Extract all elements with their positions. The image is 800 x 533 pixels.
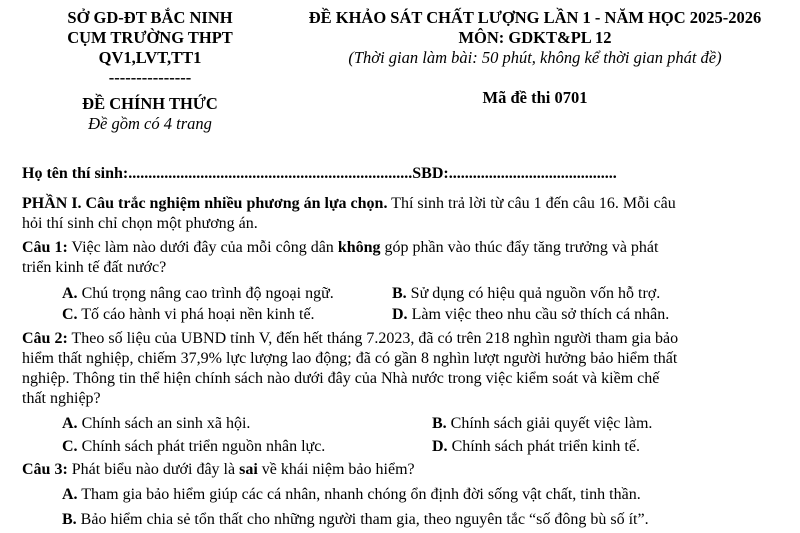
q1-option-b[interactable] [392,284,660,304]
q2-stem-line3: nghiệp. Thông tin thể hiện chính sách nào dưới đây của Nhà nước trong việc kiểm soát và kiềm chế [22,370,660,387]
q3-option-a-key: A. [62,486,78,503]
q2-option-c-text: Chính sách phát triển nguồn nhân lực. [77,438,326,455]
q3-stem [22,460,782,480]
q2-stem-line4: thất nghiệp? [22,390,101,407]
q3-option-b-key: B. [62,511,77,528]
student-sbd-field: SBD:.......................................... [412,165,617,182]
q1-label: Câu 1: [22,239,68,256]
q1-stem-line2: triển kinh tế đất nước? [22,259,167,276]
q1-option-a-key: A. [62,285,78,302]
header-left [40,8,260,134]
header-right [280,8,790,108]
q2-option-b-text: Chính sách giải quyết việc làm. [446,415,653,432]
q2-option-d-key: D. [432,438,448,455]
exam-code: Mã đề thi 0701 [482,88,588,107]
q1-text-end: góp phần vào thúc đẩy tăng trưởng và phát [380,239,659,256]
duration-note: (Thời gian làm bài: 50 phút, không kể thời gian phát đề) [348,48,722,67]
header-divider: --------------- [108,68,192,87]
q1-stem [22,238,782,258]
q3-option-b-text: Bảo hiểm chia sẻ tổn thất cho những người tham gia, theo nguyên tắc “số đông bù số ít”. [76,511,649,528]
q3-option-a[interactable] [62,485,641,505]
part1-title: PHẦN I. Câu trắc nghiệm nhiều phương án lựa chọn. [22,195,388,212]
official-label: ĐỀ CHÍNH THỨC [82,94,218,113]
exam-title: ĐỀ KHẢO SÁT CHẤT LƯỢNG LẦN 1 - NĂM HỌC 2025-2026 [308,8,762,27]
q1-option-a[interactable] [62,284,334,304]
q2-option-c-key: C. [62,438,78,455]
department-name: SỞ GD-ĐT BẮC NINH [67,8,233,27]
q2-option-c[interactable] [62,437,325,457]
q2-option-b[interactable] [432,414,652,434]
student-name-field: Họ tên thí sinh:....................................................................... [22,165,413,182]
q1-option-a-text: Chú trọng nâng cao trình độ ngoại ngữ. [77,285,334,302]
q1-option-d-text: Làm việc theo nhu cầu sở thích cá nhân. [407,306,670,323]
q1-emphasis: không [337,239,381,256]
q1-option-b-text: Sử dụng có hiệu quả nguồn vốn hỗ trợ. [406,285,661,302]
q3-emphasis: sai [239,461,258,478]
school-codes: QV1,LVT,TT1 [98,48,202,67]
q1-option-d-key: D. [392,306,408,323]
q3-text: Phát biểu nào dưới đây là [67,461,240,478]
q1-text: Việc làm nào dưới đây của mỗi công dân [67,239,338,256]
q3-option-a-text: Tham gia bảo hiểm giúp các cá nhân, nhanh chóng ổn định đời sống vật chất, tinh thần. [77,486,641,503]
q2-option-d[interactable] [432,437,640,457]
q1-option-b-key: B. [392,285,407,302]
q1-option-c[interactable] [62,305,315,325]
q3-option-b[interactable] [62,510,649,530]
q3-label: Câu 3: [22,461,68,478]
q2-option-d-text: Chính sách phát triển kinh tế. [447,438,640,455]
q1-option-d[interactable] [392,305,669,325]
q2-stem-line2: hiểm thất nghiệp, chiếm 37,9% lực lượng lao động; đã có gần 8 nghìn lượt người hưởng bảo hiểm thất [22,350,678,367]
part1-instruction-line2: hỏi thí sinh chỉ chọn một phương án. [22,215,258,232]
q2-text: Theo số liệu của UBND tỉnh V, đến hết tháng 7.2023, đã có trên 218 nghìn người tham gia bảo [67,330,679,347]
q2-stem [22,329,782,349]
q3-text-end: về khái niệm bảo hiểm? [257,461,415,478]
q2-option-a-text: Chính sách an sinh xã hội. [77,415,251,432]
page-count: Đề gồm có 4 trang [88,114,212,133]
q1-option-c-text: Tố cáo hành vi phá hoại nền kinh tế. [77,306,315,323]
q2-option-b-key: B. [432,415,447,432]
q2-option-a[interactable] [62,414,250,434]
cluster-name: CỤM TRƯỜNG THPT [67,28,233,47]
q2-option-a-key: A. [62,415,78,432]
subject: MÔN: GDKT&PL 12 [458,28,612,47]
part1-instruction: Thí sinh trả lời từ câu 1 đến câu 16. Mỗi câu [387,195,676,212]
part1-heading [22,194,782,214]
q2-label: Câu 2: [22,330,68,347]
student-info-line [22,164,782,184]
q1-option-c-key: C. [62,306,78,323]
